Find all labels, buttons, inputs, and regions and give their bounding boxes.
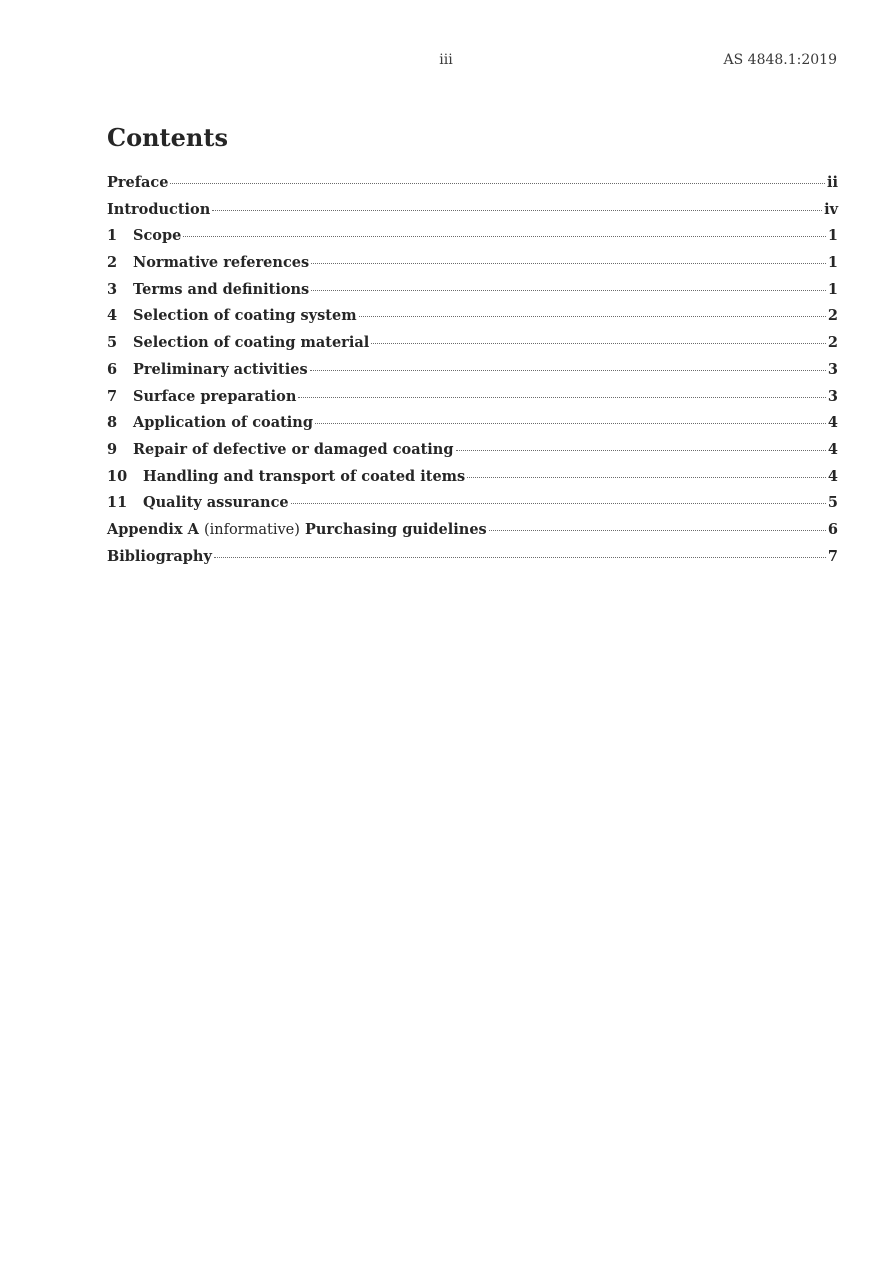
dot-leader bbox=[315, 423, 826, 424]
toc-entry-page: 2 bbox=[827, 307, 838, 325]
toc-entry-label: Preliminary activities bbox=[133, 360, 308, 378]
dot-leader bbox=[311, 290, 826, 291]
toc-entry-terms-and-definitions[interactable] bbox=[107, 281, 838, 308]
appendix-prefix: Appendix A bbox=[107, 520, 199, 538]
dot-leader bbox=[310, 370, 826, 371]
toc-entry-label: Selection of coating system bbox=[133, 307, 357, 325]
toc-entry-page: 2 bbox=[827, 334, 838, 352]
toc-entry-page: 3 bbox=[827, 360, 838, 378]
toc-entry-handling-and-transport[interactable] bbox=[107, 468, 838, 495]
page-title: Contents bbox=[107, 123, 228, 152]
dot-leader bbox=[170, 183, 825, 184]
document-identifier: AS 4848.1:2019 bbox=[723, 52, 837, 68]
dot-leader bbox=[212, 210, 822, 211]
toc-entry-page: 7 bbox=[827, 547, 838, 565]
toc-entry-label: Surface preparation bbox=[133, 387, 297, 405]
toc-entry-number: 5 bbox=[107, 334, 118, 352]
dot-leader bbox=[456, 450, 826, 451]
toc-entry-label: Purchasing guidelines bbox=[304, 520, 487, 538]
dot-leader bbox=[359, 316, 826, 317]
dot-leader bbox=[467, 477, 826, 478]
toc-entry-label: Quality assurance bbox=[143, 494, 289, 512]
toc-entry-page: 1 bbox=[827, 227, 838, 245]
toc-entry-bibliography[interactable] bbox=[107, 548, 838, 575]
toc-entry-label: Application of coating bbox=[133, 414, 313, 432]
toc-entry-number: 2 bbox=[107, 254, 118, 272]
toc-entry-repair-of-defective-coating[interactable] bbox=[107, 441, 838, 468]
toc-entry-selection-of-coating-material[interactable] bbox=[107, 334, 838, 361]
toc-entry-page: 4 bbox=[827, 440, 838, 458]
dot-leader bbox=[183, 236, 826, 237]
toc-entry-number: 10 bbox=[107, 467, 128, 485]
toc-entry-page: 3 bbox=[827, 387, 838, 405]
dot-leader bbox=[489, 530, 826, 531]
dot-leader bbox=[311, 263, 826, 264]
toc-entry-quality-assurance[interactable] bbox=[107, 494, 838, 521]
toc-entry-label-group bbox=[107, 521, 487, 538]
toc-entry-number: 1 bbox=[107, 227, 118, 245]
toc-entry-label: Selection of coating material bbox=[133, 334, 370, 352]
toc-entry-label: Normative references bbox=[133, 254, 310, 272]
appendix-note: (informative) bbox=[203, 521, 300, 538]
toc-entry-appendix-a[interactable] bbox=[107, 521, 838, 548]
toc-entry-page: 4 bbox=[827, 467, 838, 485]
toc-entry-number: 8 bbox=[107, 414, 118, 432]
toc-entry-label: Bibliography bbox=[107, 547, 212, 565]
toc-entry-page: 4 bbox=[827, 414, 838, 432]
toc-entry-number: 7 bbox=[107, 387, 118, 405]
toc-entry-label: Introduction bbox=[107, 200, 211, 218]
dot-leader bbox=[298, 397, 826, 398]
table-of-contents bbox=[107, 174, 838, 574]
toc-entry-page: iv bbox=[824, 200, 838, 218]
toc-entry-number: 4 bbox=[107, 307, 118, 325]
toc-entry-label: Terms and definitions bbox=[133, 280, 310, 298]
dot-leader bbox=[214, 557, 826, 558]
toc-entry-label: Handling and transport of coated items bbox=[143, 467, 466, 485]
toc-entry-page: 1 bbox=[827, 280, 838, 298]
page-number: iii bbox=[439, 52, 453, 68]
toc-entry-page: 1 bbox=[827, 254, 838, 272]
toc-entry-page: 5 bbox=[827, 494, 838, 512]
toc-entry-scope[interactable] bbox=[107, 227, 838, 254]
toc-entry-number: 6 bbox=[107, 360, 118, 378]
toc-entry-selection-of-coating-system[interactable] bbox=[107, 307, 838, 334]
toc-entry-label: Repair of defective or damaged coating bbox=[133, 440, 454, 458]
toc-entry-page: 6 bbox=[827, 520, 838, 538]
toc-entry-label: Scope bbox=[133, 227, 182, 245]
toc-entry-preface[interactable] bbox=[107, 174, 838, 201]
toc-entry-page: ii bbox=[826, 174, 838, 191]
toc-entry-application-of-coating[interactable] bbox=[107, 414, 838, 441]
dot-leader bbox=[291, 503, 826, 504]
toc-entry-number: 3 bbox=[107, 280, 118, 298]
toc-entry-introduction[interactable] bbox=[107, 201, 838, 228]
toc-entry-preliminary-activities[interactable] bbox=[107, 361, 838, 388]
toc-entry-surface-preparation[interactable] bbox=[107, 388, 838, 415]
toc-entry-label: Preface bbox=[107, 174, 169, 191]
toc-entry-normative-references[interactable] bbox=[107, 254, 838, 281]
toc-entry-number: 11 bbox=[107, 494, 128, 512]
toc-entry-number: 9 bbox=[107, 440, 118, 458]
dot-leader bbox=[371, 343, 826, 344]
